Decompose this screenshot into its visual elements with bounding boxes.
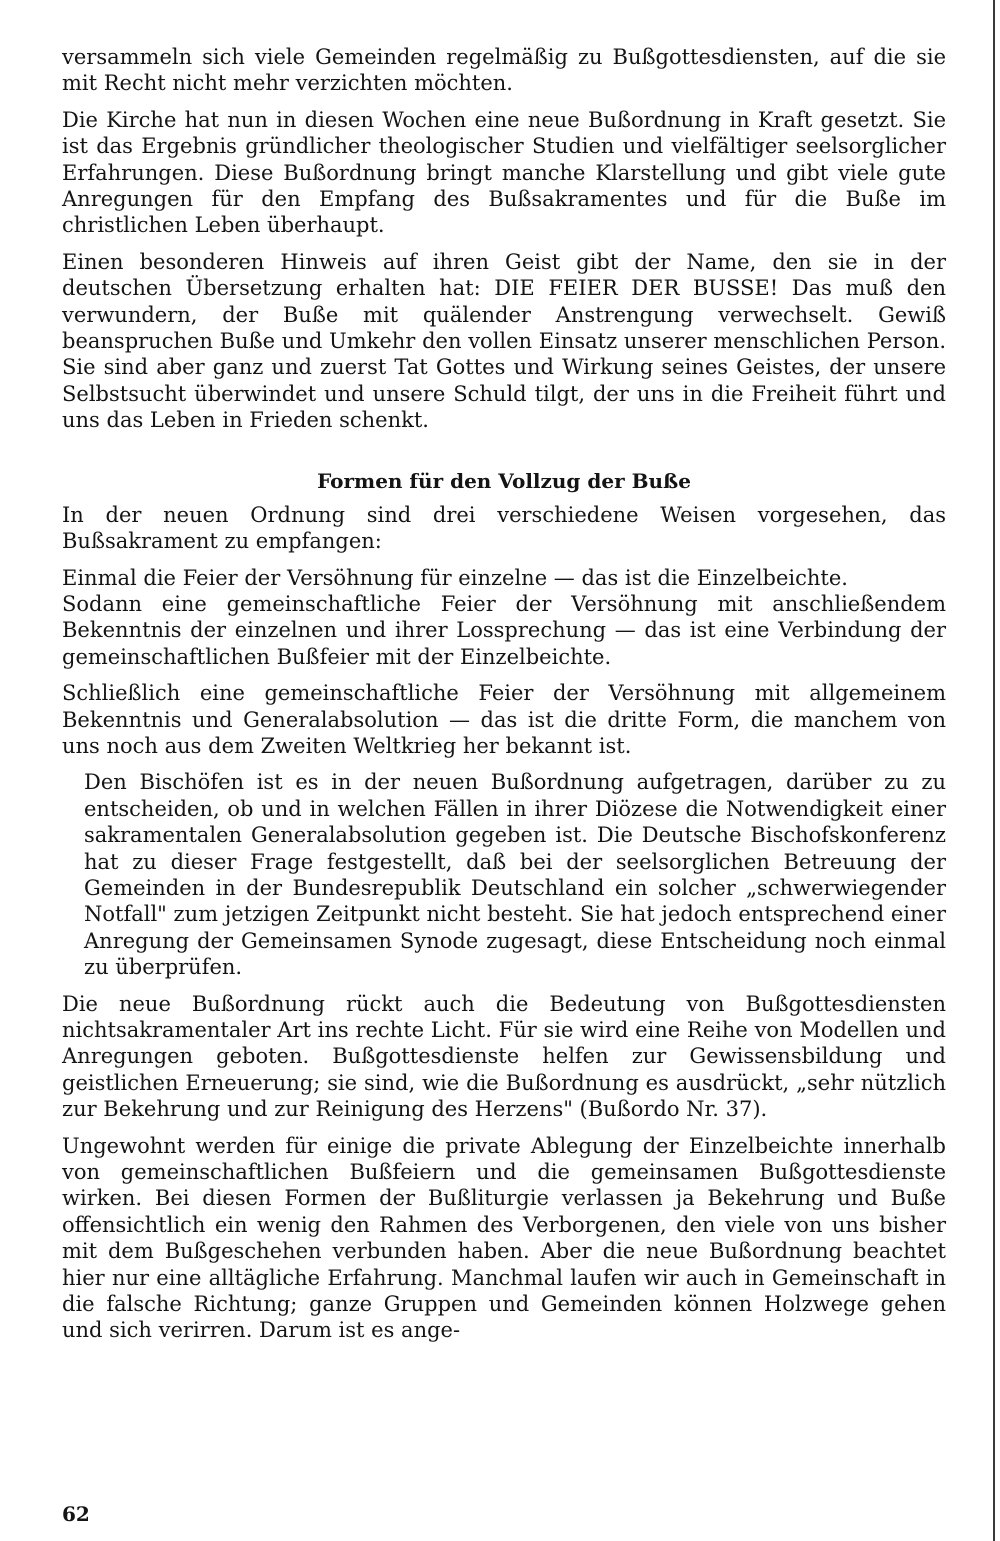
paragraph-4: In der neuen Ordnung sind drei verschiedene Weisen vorgesehen, das Bußsakrament zu empfangen: (62, 502, 946, 554)
paragraph-1: versammeln sich viele Gemeinden regelmäßig zu Bußgottesdiensten, auf die sie mit Recht nicht mehr verzichten möchten. (62, 45, 946, 96)
paragraph-2: Die Kirche hat nun in diesen Wochen eine neue Bußordnung in Kraft gesetzt. Sie ist das Ergebnis gründlicher theologischer Studien und vielfältiger seelsorglicher Erfahrungen. Diese Bußordnung bringt manche Klarstellung und gibt viele gute Anregungen für den Empfang des Bußsakramentes und für die Buße im christlichen Leben überhaupt. (62, 107, 946, 238)
paragraph-3: Einen besonderen Hinweis auf ihren Geist gibt der Name, den sie in der deutschen Übersetzung erhalten hat: DIE FEIER DER BUSSE! Das muß den verwundern, der Buße mit quälender Anstrengung verwechselt. Gewiß beanspruchen Buße und Umkehr den vollen Einsatz unserer menschlichen Person. Sie sind aber ganz und zuerst Tat Gottes und Wirkung seines Geistes, der unsere Selbstsucht überwindet und unsere Schuld tilgt, der uns in die Freiheit führt und uns das Leben in Frieden schenkt. (62, 249, 946, 433)
section-heading: Formen für den Vollzug der Buße (317, 468, 691, 493)
paragraph-9: Die neue Bußordnung rückt auch die Bedeutung von Bußgottesdiensten nichtsakramentaler Art ins rechte Licht. Für sie wird eine Reihe von Modellen und Anregungen geboten. Bußgottesdienste helfen zur Gewissensbildung und geistlichen Erneuerung; sie sind, wie die Bußordnung es ausdrückt, „sehr nützlich zur Bekehrung und zur Reinigung des Herzens" (Bußordo Nr. 37). (62, 991, 946, 1122)
page-edge-rule (993, 0, 995, 1541)
paragraph-8: Den Bischöfen ist es in der neuen Bußordnung aufgetragen, darüber zu zu entscheiden, ob und in welchen Fällen in ihrer Diözese die Notwendigkeit einer sakramentalen Generalabsolution gegeben ist. Die Deutsche Bischofskonferenz hat zu dieser Frage festgestellt, daß bei der seelsorglichen Betreuung der Gemeinden in der Bundesrepublik Deutschland ein solcher „schwerwiegender Notfall" zum jetzigen Zeitpunkt nicht besteht. Sie hat jedoch entsprechend einer Anregung der Gemeinsamen Synode zugesagt, diese Entscheidung noch einmal zu überprüfen. (84, 770, 946, 980)
paragraph-5: Einmal die Feier der Versöhnung für einzelne — das ist die Einzelbeichte. (62, 565, 848, 590)
paragraph-6: Sodann eine gemeinschaftliche Feier der Versöhnung mit anschließendem Bekenntnis der einzelnen und ihrer Lossprechung — das ist eine Verbindung der gemeinschaftlichen Bußfeier mit der Einzelbeichte. (62, 591, 946, 669)
paragraph-7: Schließlich eine gemeinschaftliche Feier der Versöhnung mit allgemeinem Bekenntnis und Generalabsolution — das ist die dritte Form, die manchem von uns noch aus dem Zweiten Weltkrieg her bekannt ist. (62, 681, 946, 758)
page-number: 62 (62, 1502, 90, 1526)
body-text (62, 44, 946, 1344)
paragraph-10: Ungewohnt werden für einige die private Ablegung der Einzelbeichte innerhalb von gemeinschaftlichen Bußfeiern und die gemeinsamen Bußgottesdienste wirken. Bei diesen Formen der Bußliturgie verlassen ja Bekehrung und Buße offensichtlich ein wenig den Rahmen des Verborgenen, den viele von uns bisher mit dem Bußgeschehen verbunden haben. Aber die neue Bußordnung beachtet hier nur eine alltägliche Erfahrung. Manchmal laufen wir auch in Gemeinschaft in die falsche Richtung; ganze Gruppen und Gemeinden können Holzwege gehen und sich verirren. Darum ist es ange- (62, 1133, 946, 1343)
